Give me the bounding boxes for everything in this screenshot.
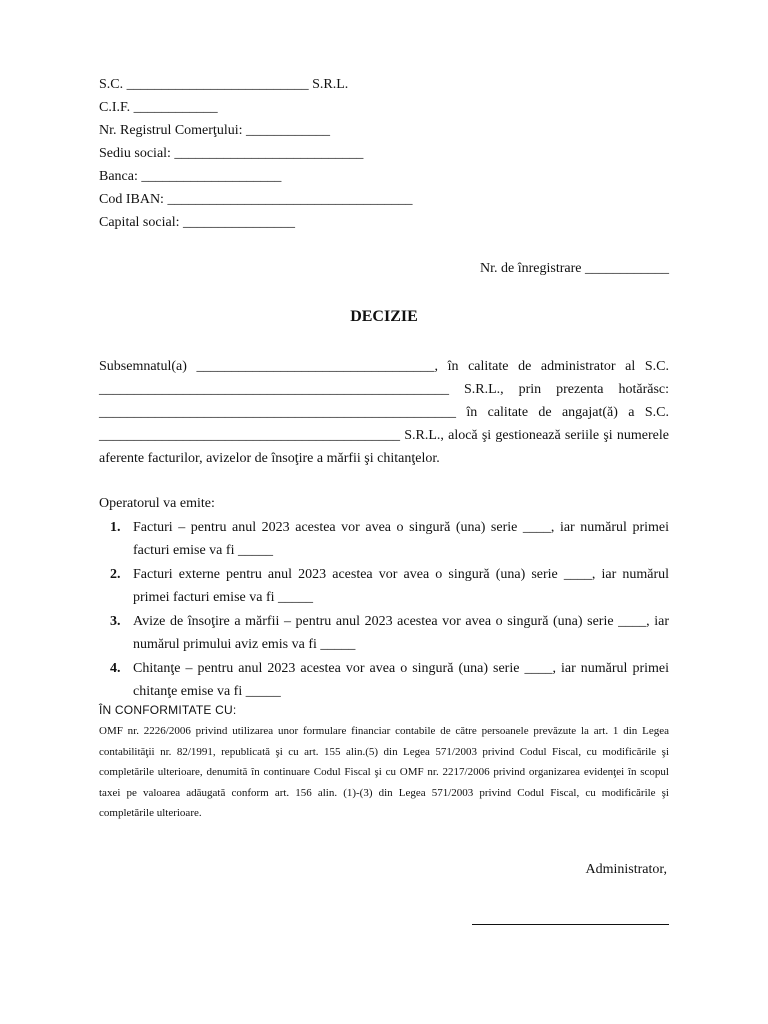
list-item-text: Facturi externe pentru anul 2023 acestea vor avea o singură (una) serie ____, iar numărul primei facturi emise va fi _____ [133, 567, 669, 605]
list-item [99, 563, 669, 609]
registration-number: Nr. de înregistrare ____________ [480, 261, 669, 276]
operations-list [99, 516, 669, 704]
trade-register-line: Nr. Registrul Comerţului: ____________ [99, 123, 330, 138]
bank-line: Banca: ____________________ [99, 169, 282, 184]
list-item [99, 657, 669, 703]
iban-line: Cod IBAN: ___________________________________ [99, 192, 413, 207]
list-item [99, 610, 669, 656]
company-name-line: S.C. __________________________ S.R.L. [99, 77, 349, 92]
list-item [99, 516, 669, 562]
operator-intro: Operatorul va emite: [99, 496, 215, 511]
registered-office-line: Sediu social: ___________________________ [99, 146, 364, 161]
list-item-text: Facturi – pentru anul 2023 acestea vor avea o singură (una) serie ____, iar numărul primei facturi emise va fi _____ [133, 520, 669, 558]
list-item-number: 2. [110, 567, 121, 582]
list-item-number: 3. [110, 614, 121, 629]
list-item-text: Chitanţe – pentru anul 2023 acestea vor avea o singură (una) serie ____, iar numărul primei chitanţe emise va fi _____ [133, 661, 669, 699]
share-capital-line: Capital social: ________________ [99, 215, 295, 230]
conformity-text: OMF nr. 2226/2006 privind utilizarea unor formulare financiar contabile de către persoanele prevăzute la art. 1 din Legea contabilităţii nr. 82/1991, republicată şi cu art. 155 alin.(5) din Legea 571/2003 privind Codul Fiscal, cu modificările şi completările ulterioare, denumită în continuare Codul Fiscal şi cu OMF nr. 2217/2006 privind organizarea evidenţei în scopul taxei pe valoarea adăugată conform art. 156 alin. (1)-(3) din Legea 571/2003 privind Codul Fiscal, cu modificările şi completările ulterioare. [99, 725, 669, 819]
cif-line: C.I.F. ____________ [99, 100, 218, 115]
list-item-text: Avize de însoţire a mărfii – pentru anul 2023 acestea vor avea o singură (una) serie ____, iar numărul primului aviz emis va fi _____ [133, 614, 669, 652]
list-item-number: 1. [110, 520, 121, 535]
decision-paragraph: Subsemnatul(a) __________________________________, în calitate de administrator al S.C. __________________________________________________ S.R.L., prin prezenta hotărăsc: ___________________________________________________ în calitate de angajat(ă) a S.C. ___________________________________________ S.R.L., alocă şi gestionează seriile şi numerele aferente facturilor, avizelor de însoţire a mărfii şi chitanţelor. [99, 359, 669, 466]
signature-label: Administrator, [585, 862, 667, 877]
document-title: DECIZIE [350, 308, 418, 325]
list-item-number: 4. [110, 661, 121, 676]
conformity-title: ÎN CONFORMITATE CU: [99, 703, 237, 717]
signature-line [472, 924, 669, 925]
